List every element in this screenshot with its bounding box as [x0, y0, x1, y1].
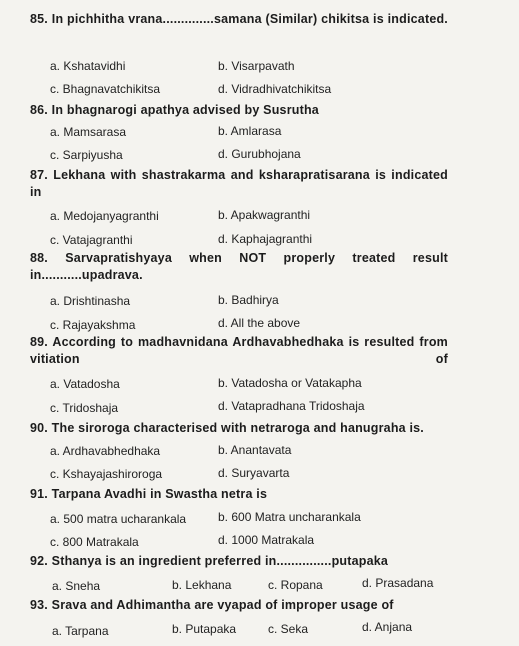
q87-option-a: a. Medojanyagranthi	[50, 209, 159, 223]
q91-option-d: d. 1000 Matrakala	[218, 533, 315, 547]
q90-option-a: a. Ardhavabhedhaka	[50, 444, 161, 458]
q92-option-d: d. Prasadana	[362, 576, 434, 590]
question-88-line	[30, 250, 448, 284]
q87-option-b: b. Apakwagranthi	[218, 208, 311, 222]
q93-option-b: b. Putapaka	[172, 622, 237, 636]
q90-option-b: b. Anantavata	[218, 443, 292, 457]
question-89-text: According to madhavnidana Ardhavabhedhaka is resulted from vitiation of	[30, 335, 448, 366]
q86-option-a: a. Mamsarasa	[50, 125, 127, 139]
q88-option-a: a. Drishtinasha	[50, 294, 131, 308]
question-86-number: 86.	[30, 103, 48, 117]
question-88-number: 88.	[30, 251, 48, 265]
q85-option-a: a. Kshatavidhi	[50, 59, 126, 73]
question-90-text: The siroroga characterised with netraroga and hanugraha is.	[51, 421, 424, 435]
question-92-number: 92.	[30, 554, 48, 568]
question-85	[30, 11, 448, 28]
question-89-number: 89.	[30, 335, 48, 349]
q89-option-d: d. Vatapradhana Tridoshaja	[218, 399, 365, 413]
q86-option-c: c. Sarpiyusha	[50, 148, 123, 162]
question-87-text: Lekhana with shastrakarma and ksharapratisarana is indicated in	[30, 168, 448, 199]
q87-option-c: c. Vatajagranthi	[50, 233, 133, 247]
q93-option-a: a. Tarpana	[52, 624, 109, 638]
question-86-text: In bhagnarogi apathya advised by Susrutha	[51, 103, 319, 117]
q87-option-d: d. Kaphajagranthi	[218, 232, 313, 246]
question-93	[30, 597, 470, 614]
question-89	[30, 334, 448, 368]
question-90	[30, 420, 470, 437]
q89-option-a: a. Vatadosha	[50, 377, 120, 391]
question-91-text: Tarpana Avadhi in Swastha netra is	[51, 487, 268, 501]
q92-option-b: b. Lekhana	[172, 578, 232, 592]
q85-option-c: c. Bhagnavatchikitsa	[50, 82, 161, 96]
question-92	[30, 553, 448, 570]
q93-option-c: c. Seka	[268, 622, 309, 636]
question-92-text: Sthanya is an ingredient preferred in...............putapaka	[51, 554, 389, 568]
q90-option-c: c. Kshayajashiroroga	[50, 467, 163, 481]
q92-option-a: a. Sneha	[52, 579, 101, 593]
question-93-text: Srava and Adhimantha are vyapad of improper usage of	[51, 598, 394, 612]
q85-option-b: b. Visarpavath	[218, 59, 295, 73]
question-85-number: 85.	[30, 12, 48, 26]
q92-option-c: c. Ropana	[268, 578, 323, 592]
question-93-number: 93.	[30, 598, 48, 612]
q86-option-b: b. Amlarasa	[218, 124, 282, 138]
q91-option-a: a. 500 matra ucharankala	[50, 512, 187, 526]
question-90-number: 90.	[30, 421, 48, 435]
question-88-text: Sarvapratishyaya when NOT properly treated result in...........upadrava.	[30, 251, 448, 282]
question-86	[30, 102, 448, 119]
q85-option-d: d. Vidradhivatchikitsa	[218, 82, 332, 96]
q89-option-b: b. Vatadosha or Vatakapha	[218, 376, 362, 390]
q91-option-b: b. 600 Matra uncharankala	[218, 510, 361, 524]
question-85-text: In pichhitha vrana..............samana (Similar) chikitsa is indicated.	[51, 12, 448, 26]
q88-option-b: b. Badhirya	[218, 293, 279, 307]
q93-option-d: d. Anjana	[362, 620, 413, 634]
q89-option-c: c. Tridoshaja	[50, 401, 119, 415]
question-91-number: 91.	[30, 487, 48, 501]
question-87-number: 87.	[30, 168, 48, 182]
q88-option-c: c. Rajayakshma	[50, 318, 136, 332]
q88-option-d: d. All the above	[218, 316, 301, 330]
q91-option-c: c. 800 Matrakala	[50, 535, 139, 549]
question-87-line	[30, 167, 448, 201]
question-91	[30, 486, 448, 503]
question-88	[30, 250, 448, 284]
question-87	[30, 167, 448, 201]
q90-option-d: d. Suryavarta	[218, 466, 290, 480]
q86-option-d: d. Gurubhojana	[218, 147, 301, 161]
question-89-line	[30, 334, 448, 368]
question-85-line	[30, 11, 448, 28]
